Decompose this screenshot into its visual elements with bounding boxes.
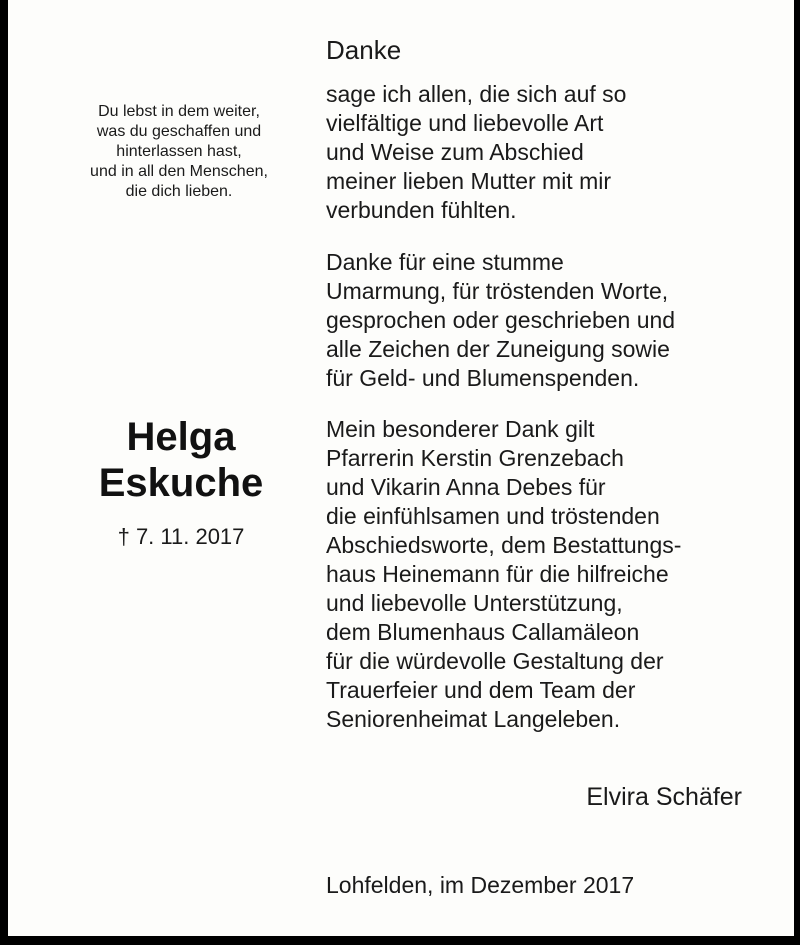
text-line: und liebevolle Unterstützung, bbox=[326, 590, 623, 616]
text-line: für Geld- und Blumenspenden. bbox=[326, 365, 640, 391]
text-line: Mein besonderer Dank gilt bbox=[326, 416, 595, 442]
text-line: und Vikarin Anna Debes für bbox=[326, 474, 606, 500]
text-line: sage ich allen, die sich auf so bbox=[326, 81, 627, 107]
text-line: dem Blumenhaus Callamäleon bbox=[326, 619, 640, 645]
place-date: Lohfelden, im Dezember 2017 bbox=[326, 872, 635, 898]
poem-line: hinterlassen hast, bbox=[116, 143, 242, 160]
text-line: vielfältige und liebevolle Art bbox=[326, 110, 604, 136]
poem-line: und in all den Menschen, bbox=[90, 163, 268, 180]
memorial-poem bbox=[64, 102, 294, 202]
text-line: die einfühlsamen und tröstenden bbox=[326, 503, 660, 529]
thanks-heading: Danke bbox=[326, 35, 402, 65]
text-line: und Weise zum Abschied bbox=[326, 139, 584, 165]
thanks-paragraph-3 bbox=[326, 415, 681, 734]
text-line: Danke für eine stumme bbox=[326, 249, 564, 275]
deceased-first-name: Helga bbox=[126, 415, 236, 459]
text-line: Seniorenheimat Langeleben. bbox=[326, 706, 621, 732]
signature: Elvira Schäfer bbox=[586, 783, 742, 811]
text-line: meiner lieben Mutter mit mir bbox=[326, 168, 612, 194]
text-line: haus Heinemann für die hilfreiche bbox=[326, 561, 669, 587]
poem-line: was du geschaffen und bbox=[96, 123, 262, 140]
text-line: gesprochen oder geschrieben und bbox=[326, 307, 676, 333]
text-line: Umarmung, für tröstenden Worte, bbox=[326, 278, 669, 304]
text-line: für die würdevolle Gestaltung der bbox=[326, 648, 664, 674]
deceased-name bbox=[66, 414, 296, 506]
text-line: verbunden fühlten. bbox=[326, 197, 517, 223]
thanks-paragraph-1 bbox=[326, 80, 626, 225]
poem-line: Du lebst in dem weiter, bbox=[98, 103, 260, 120]
death-date: † 7. 11. 2017 bbox=[117, 524, 245, 549]
obituary-card bbox=[8, 0, 794, 936]
thanks-paragraph-2 bbox=[326, 248, 675, 393]
text-line: alle Zeichen der Zuneigung sowie bbox=[326, 336, 670, 362]
text-line: Pfarrerin Kerstin Grenzebach bbox=[326, 445, 624, 471]
deceased-last-name: Eskuche bbox=[98, 461, 264, 505]
text-line: Trauerfeier und dem Team der bbox=[326, 677, 636, 703]
poem-line: die dich lieben. bbox=[125, 183, 233, 200]
text-line: Abschiedsworte, dem Bestattungs- bbox=[326, 532, 682, 558]
